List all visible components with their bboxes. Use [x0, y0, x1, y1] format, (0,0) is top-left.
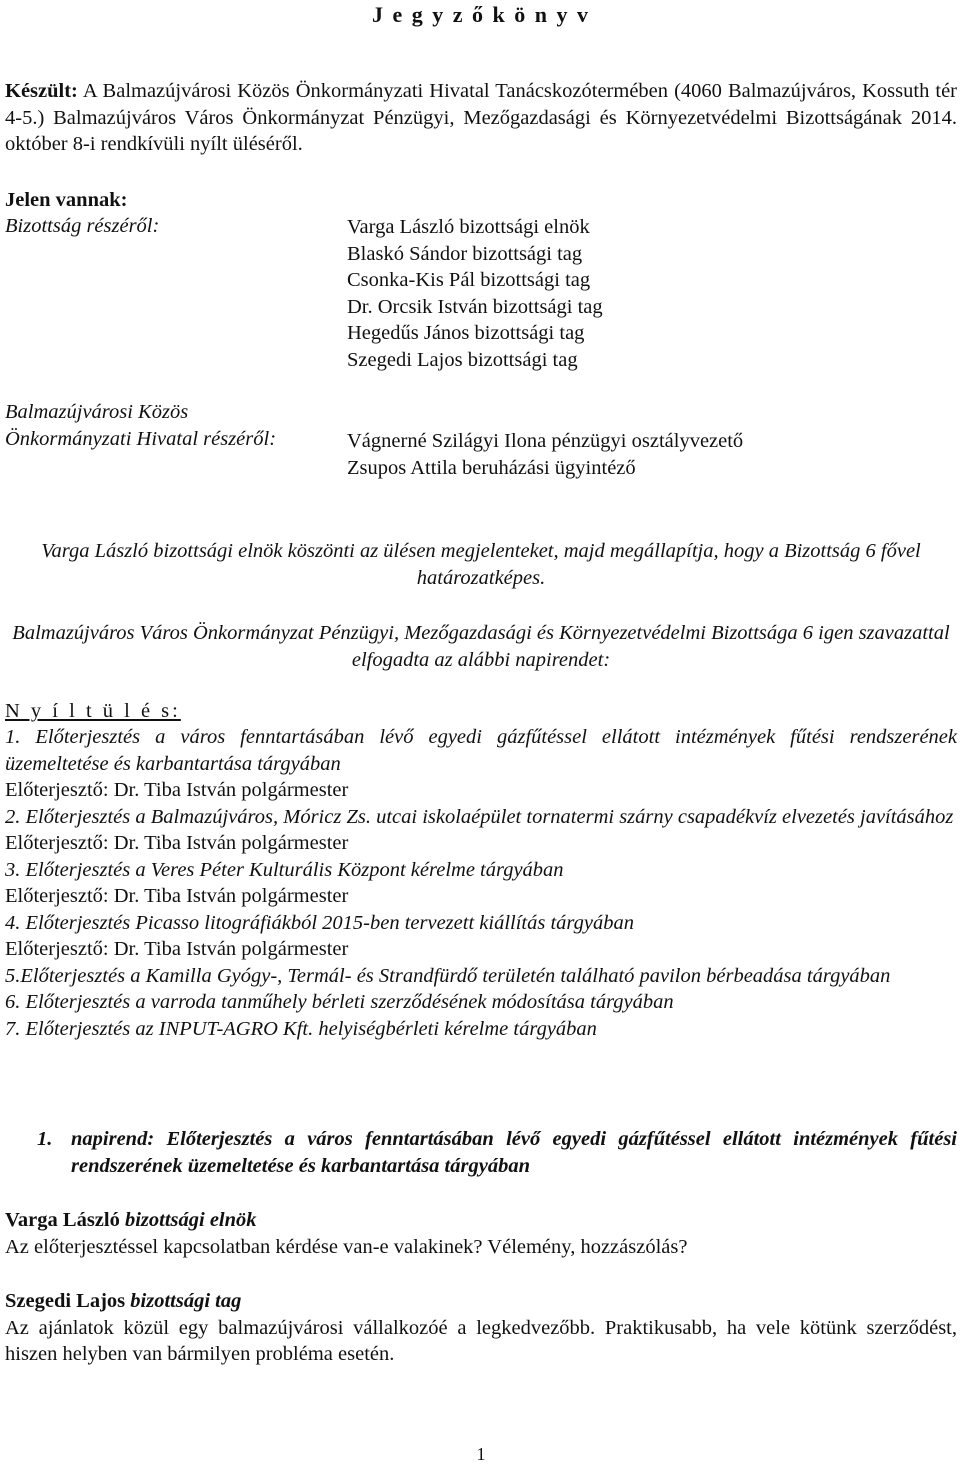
speaker1-block	[5, 1207, 957, 1260]
speaker2-heading	[5, 1288, 957, 1315]
speaker1-text: Az előterjesztéssel kapcsolatban kérdése van-e valakinek? Vélemény, hozzászólás?	[5, 1235, 688, 1258]
speaker2-text: Az ajánlatok közül egy balmazújvárosi vállalkozóé a legkedvezőbb. Praktikusabb, ha vele kötünk szerződést, hiszen helyben van bármilyen probléma esetén.	[5, 1316, 957, 1365]
napirend-heading	[37, 1126, 957, 1179]
bizottsag-members	[347, 214, 603, 373]
speaker1-name: Varga László	[5, 1209, 120, 1231]
hivatal-members	[347, 428, 743, 481]
agenda-item: 1. Előterjesztés a város fenntartásában lévő egyedi gázfűtéssel ellátott intézmények fűtési rendszerének üzemeltetése és karbantartása tárgyában	[5, 726, 957, 775]
member-line: Zsupos Attila beruházási ügyintéző	[347, 456, 636, 479]
bizottsag-label: Bizottság részéről:	[5, 215, 160, 237]
nyilt-ules-heading	[5, 698, 957, 725]
agenda-item: 6. Előterjesztés a varroda tanműhely bérleti szerződésének módosítása tárgyában	[5, 991, 674, 1013]
member-line: Dr. Orcsik István bizottsági tag	[347, 295, 603, 318]
member-line: Csonka-Kis Pál bizottsági tag	[347, 269, 591, 291]
agenda-presenter: Előterjesztő: Dr. Tiba István polgármester	[5, 832, 349, 854]
nyilt-ules-label: N y í l t ü l é s:	[5, 700, 181, 722]
agenda-item: 7. Előterjesztés az INPUT-AGRO Kft. helyiségbérleti kérelme tárgyában	[5, 1017, 597, 1040]
agenda-presenter: Előterjesztő: Dr. Tiba István polgármester	[5, 938, 349, 960]
napirend-title: napirend: Előterjesztés a város fenntartásában lévő egyedi gázfűtéssel ellátott intézmények fűtési rendszerének üzemeltetése és karbantartása tárgyában	[71, 1128, 957, 1177]
speaker1-heading	[5, 1207, 957, 1234]
speaker2-role: bizottsági tag	[130, 1290, 242, 1312]
member-line: Hegedűs János bizottsági tag	[347, 322, 585, 344]
hivatal-label-line2: Önkormányzati Hivatal részéről:	[5, 427, 277, 450]
keszult-text: A Balmazújvárosi Közös Önkormányzati Hivatal Tanácskozótermében (4060 Balmazújváros, Kossuth tér 4-5.) Balmazújváros Város Önkormányzat Pénzügyi, Mezőgazdasági és Környezetvédelmi Bizottságának 2014. október 8-i rendkívüli nyílt üléséről.	[5, 80, 957, 155]
speaker2-name: Szegedi Lajos	[5, 1290, 126, 1312]
jelen-vannak-heading: Jelen vannak:	[5, 189, 128, 211]
member-line: Blaskó Sándor bizottsági tag	[347, 242, 583, 265]
member-line: Szegedi Lajos bizottsági tag	[347, 348, 578, 371]
keszult-label: Készült:	[5, 80, 78, 102]
hivatal-label	[5, 399, 345, 452]
member-line: Varga László bizottsági elnök	[347, 216, 590, 238]
vote-paragraph: Balmazújváros Város Önkormányzat Pénzügyi, Mezőgazdasági és Környezetvédelmi Bizottsága 6 igen szavazattal elfogadta az alábbi napirendet:	[12, 622, 950, 671]
agenda-item: 5.Előterjesztés a Kamilla Gyógy-, Termál- és Strandfürdő területén található pavilon bérbeadása tárgyában	[5, 964, 891, 987]
napirend-number: 1.	[37, 1128, 53, 1150]
agenda-presenter: Előterjesztő: Dr. Tiba István polgármester	[5, 779, 349, 801]
member-line: Vágnerné Szilágyi Ilona pénzügyi osztályvezető	[347, 430, 744, 452]
hivatal-label-line1: Balmazújvárosi Közös	[5, 401, 189, 423]
greeting-paragraph: Varga László bizottsági elnök köszönti az ülésen megjelenteket, majd megállapítja, hogy a Bizottság 6 fővel határozatképes.	[41, 540, 921, 589]
speaker1-role: bizottsági elnök	[124, 1209, 257, 1231]
page-number: 1	[476, 1444, 486, 1464]
document-title: J e g y z ő k ö n y v	[372, 2, 590, 27]
agenda-item: 3. Előterjesztés a Veres Péter Kulturális Központ kérelme tárgyában	[5, 858, 564, 881]
agenda-presenter: Előterjesztő: Dr. Tiba István polgármester	[5, 885, 349, 907]
agenda-item: 2. Előterjesztés a Balmazújváros, Móricz Zs. utcai iskolaépület tornatermi szárny csapadékvíz elvezetés javításához	[5, 805, 954, 828]
agenda-list	[5, 724, 957, 1042]
keszult-paragraph	[5, 78, 957, 158]
speaker2-block	[5, 1288, 957, 1368]
agenda-item: 4. Előterjesztés Picasso litográfiákból 2015-ben tervezett kiállítás tárgyában	[5, 911, 634, 934]
